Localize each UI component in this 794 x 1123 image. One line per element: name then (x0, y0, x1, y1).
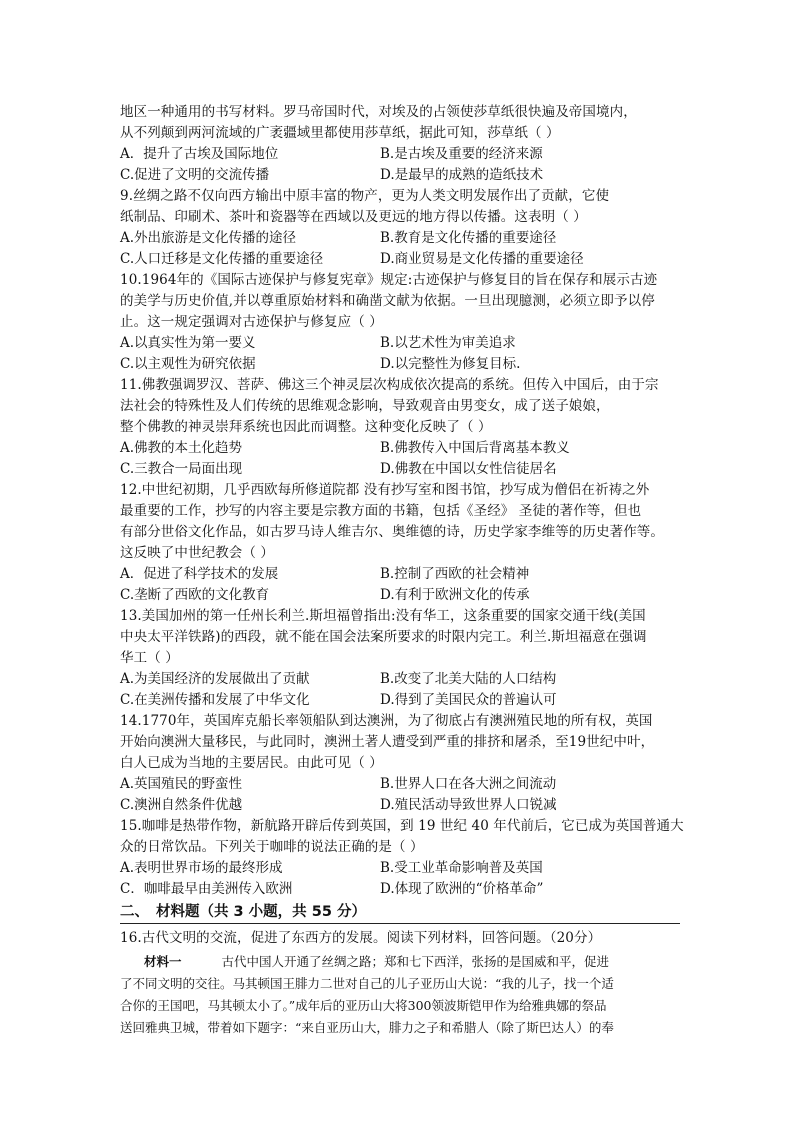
q8-option-a: A．提升了古埃及国际地位 (120, 146, 279, 162)
section-2-rule (120, 923, 680, 924)
q12-line-2: 最重要的工作，抄写的内容主要是宗教方面的书籍，包括《圣经》 圣徒的著作等，但也 (120, 503, 642, 519)
q10-line-2: 的美学与历史价值,并以尊重原始材料和确凿文献为依据。一旦出现臆测，必须立即予以停 (120, 293, 655, 309)
q9-option-c: C.人口迁移是文化传播的重要途径 (120, 251, 324, 267)
q15-option-a: A.表明世界市场的最终形成 (120, 860, 283, 876)
q11-line-1: 11.佛教强调罗汉、菩萨、佛这三个神灵层次构成依次提高的系统。但传入中国后，由于宗 (120, 377, 659, 393)
q11-option-b: B.佛教传入中国后背离基本教义 (380, 440, 570, 456)
section-2-title: 材料题（共 3 小题，共 55 分） (156, 904, 366, 920)
q9-line-2: 纸制品、印刷术、茶叶和瓷器等在西域以及更远的地方得以传播。这表明（ ） (120, 209, 587, 225)
q13-option-d: D.得到了美国民众的普遍认可 (380, 692, 557, 708)
q12-line-4: 这反映了中世纪教会（ ） (120, 545, 274, 561)
q14-option-c: C.澳洲自然条件优越 (120, 797, 243, 813)
q8-line-1: 地区一种通用的书写材料。罗马帝国时代，对埃及的占领使莎草纸很快遍及帝国境内， (120, 104, 637, 120)
q15-line-1: 15.咖啡是热带作物，新航路开辟后传到英国，到 19 世纪 40 年代前后，它已成为英国普通大 (120, 818, 684, 834)
q14-option-d: D.殖民活动导致世界人口锐减 (380, 797, 557, 813)
q16-material-1-line-1 (120, 952, 609, 971)
q16-material-1-line-3: 合你的王国吧，马其顿太小了。”成年后的亚历山大将300领波斯铠甲作为给雅典娜的祭品 (120, 998, 607, 1013)
q9-line-1: 9.丝绸之路不仅向西方输出中原丰富的物产，更为人类文明发展作出了贡献，它使 (120, 188, 610, 204)
q8-option-c: C.促进了文明的交流传播 (120, 167, 270, 183)
q8-option-d: D.是最早的成熟的造纸技术 (380, 167, 544, 183)
q9-option-b: B.教育是文化传播的重要途径 (380, 230, 557, 246)
q16-line-1: 16.古代文明的交流，促进了东西方的发展。阅读下列材料，回答问题。（20分） (120, 930, 602, 946)
q10-option-a: A.以真实性为第一要义 (120, 335, 256, 351)
q16-material-1-line-4: 送回雅典卫城，带着如下题字：“来自亚历山大，腓力之子和希腊人（除了斯巴达人）的奉 (120, 1020, 614, 1035)
q12-option-b: B.控制了西欧的社会精神 (380, 566, 530, 582)
q15-option-c: C．咖啡最早由美洲传入欧洲 (120, 881, 293, 897)
q13-line-1: 13.美国加州的第一任州长利兰.斯坦福曾指出:没有华工，这条重要的国家交通干线(美国 (120, 608, 646, 624)
q15-option-d: D.体现了欧洲的“价格革命” (380, 881, 544, 897)
q11-option-a: A.佛教的本土化趋势 (120, 440, 243, 456)
q13-line-2: 中央太平洋铁路)的西段，就不能在国会法案所要求的时限内完工。利兰.斯坦福意在强调 (120, 629, 647, 645)
q14-option-b: B.世界人口在各大洲之间流动 (380, 776, 557, 792)
q14-option-a: A.英国殖民的野蛮性 (120, 776, 243, 792)
q12-line-3: 有部分世俗文化作品，如古罗马诗人维吉尔、奥维德的诗，历史学家李维等的历史著作等。 (120, 524, 664, 540)
q15-option-b: B.受工业革命影响普及英国 (380, 860, 543, 876)
q11-line-3: 整个佛教的神灵崇拜系统也因此而调整。这种变化反映了（ ） (120, 419, 492, 435)
q13-option-a: A.为美国经济的发展做出了贡献 (120, 671, 310, 687)
q10-option-d: D.以完整性为修复目标. (380, 356, 521, 372)
q14-line-1: 14.1770年，英国库克船长率领船队到达澳洲，为了彻底占有澳洲殖民地的所有权，英国 (120, 713, 653, 729)
q12-option-d: D.有利于欧洲文化的传承 (380, 587, 530, 603)
q12-line-1: 12.中世纪初期，几乎西欧每所修道院都 没有抄写室和图书馆，抄写成为僧侣在祈祷之外 (120, 482, 650, 498)
q9-option-d: D.商业贸易是文化传播的重要途径 (380, 251, 584, 267)
q9-option-a: A.外出旅游是文化传播的途径 (120, 230, 297, 246)
q11-line-2: 法社会的特殊性及人们传统的思维观念影响，导致观音由男变女，成了送子娘娘， (120, 398, 610, 414)
q10-line-1: 10.1964年的《国际古迹保护与修复宪章》规定:古迹保护与修复目的旨在保存和展示古迹 (120, 272, 658, 288)
section-2-heading (120, 902, 366, 922)
q13-option-c: C.在美洲传播和发展了中华文化 (120, 692, 310, 708)
section-2-number: 二、 (120, 904, 149, 920)
q12-option-c: C.垄断了西欧的文化教育 (120, 587, 270, 603)
q14-line-3: 白人已成为当地的主要居民。由此可见（ ） (120, 755, 383, 771)
q14-line-2: 开始向澳洲大量移民，与此同时，澳洲土著人遭受到严重的排挤和屠杀，至19世纪中叶， (120, 734, 655, 750)
q11-option-d: D.佛教在中国以女性信徒居名 (380, 461, 557, 477)
q10-option-b: B.以艺术性为审美追求 (380, 335, 516, 351)
q11-option-c: C.三教合一局面出现 (120, 461, 243, 477)
q16-material-1-line-2: 了不同文明的交往。马其顿国王腓力二世对自己的儿子亚历山大说：“我的儿子，找一个适 (120, 976, 614, 991)
q8-option-b: B.是古埃及重要的经济来源 (380, 146, 543, 162)
q8-line-2: 从不列颠到两河流域的广袤疆域里都使用莎草纸，据此可知，莎草纸（ ） (120, 125, 560, 141)
q15-line-2: 众的日常饮品。下列关于咖啡的说法正确的是（ ） (120, 839, 424, 855)
q10-line-3: 止。这一规定强调对古迹保护与修复应（ ） (120, 314, 383, 330)
q13-option-b: B.改变了北美大陆的人口结构 (380, 671, 557, 687)
q16-material-label: 材料一 (144, 954, 182, 969)
q13-line-3: 华工（ ） (120, 650, 179, 666)
q10-option-c: C.以主观性为研究依据 (120, 356, 256, 372)
q12-option-a: A．促进了科学技术的发展 (120, 566, 279, 582)
q16-material-text-1: 古代中国人开通了丝绸之路；郑和七下西洋，张扬的是国威和平，促进 (221, 954, 610, 969)
